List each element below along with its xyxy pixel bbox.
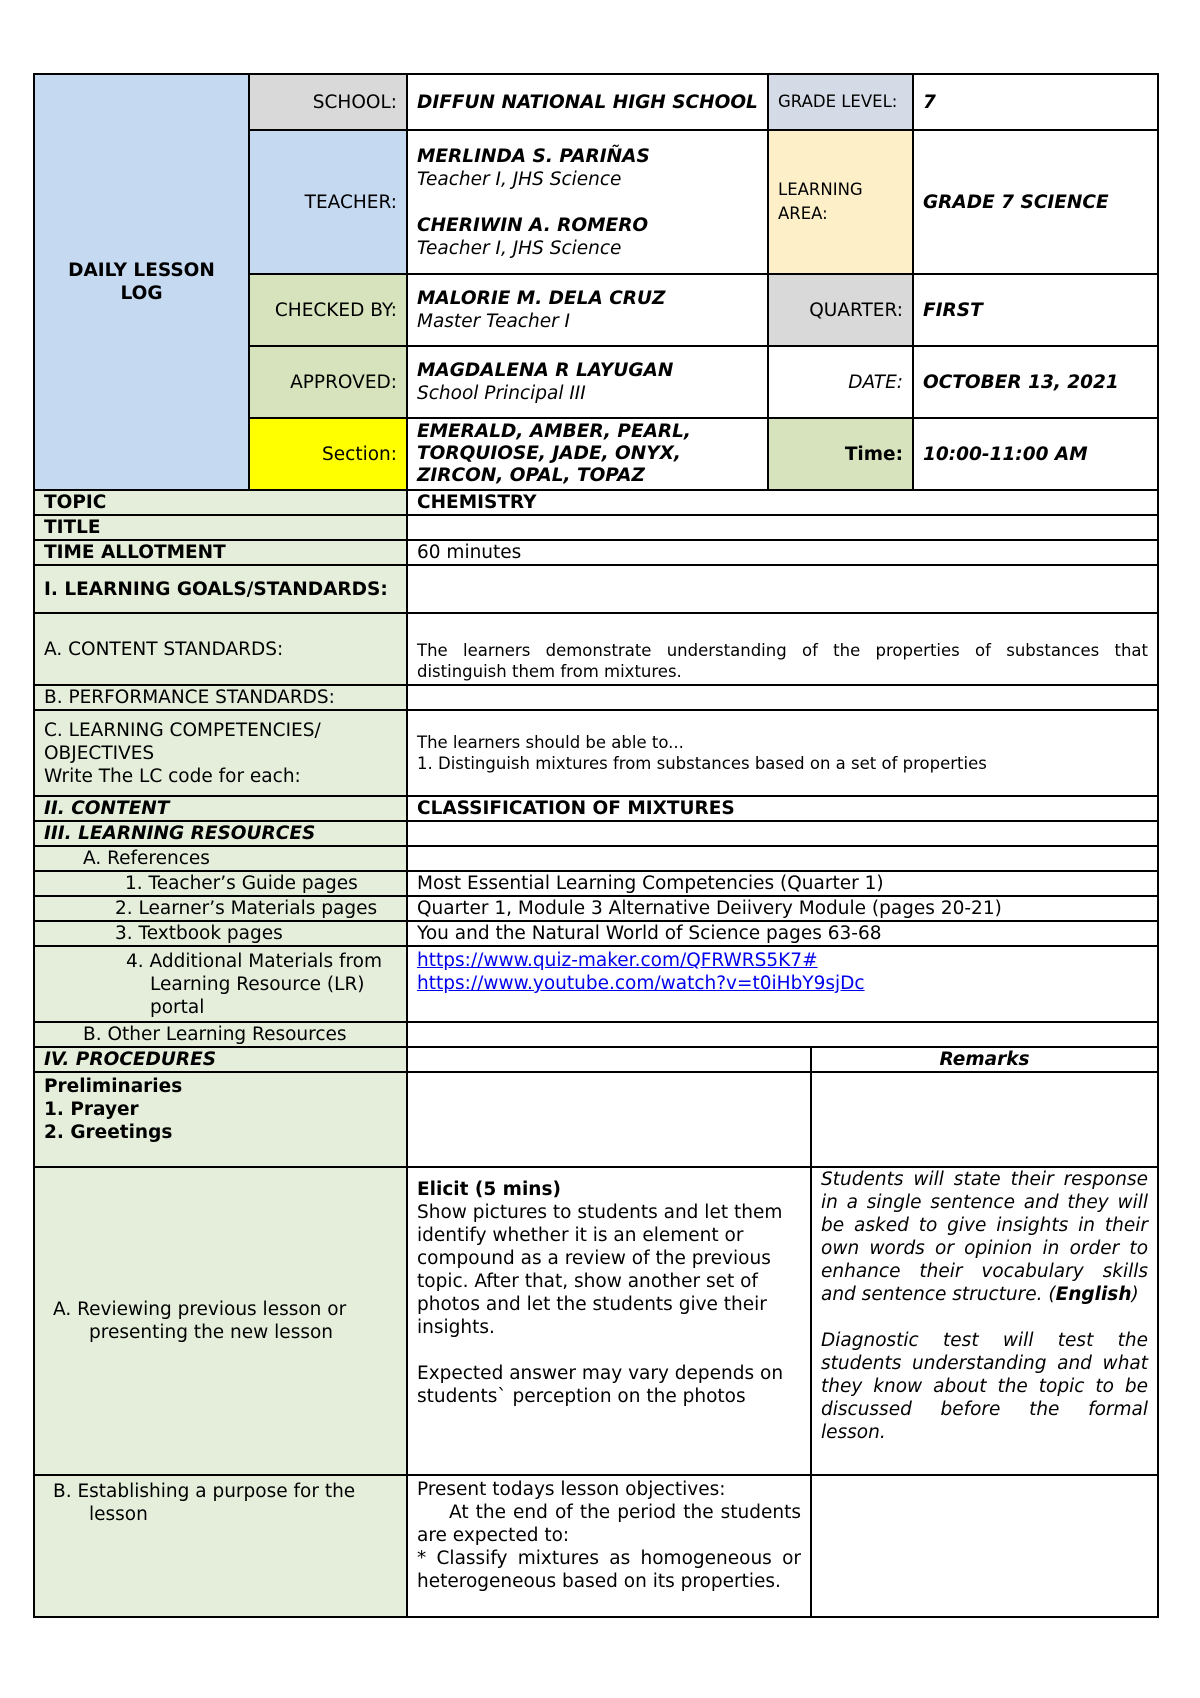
spacer	[417, 191, 758, 214]
teacher2-role: Teacher I, JHS Science	[417, 237, 622, 259]
approved-label: APPROVED:	[249, 346, 407, 418]
learning-goals-label: I. LEARNING GOALS/STANDARDS:	[34, 565, 407, 613]
learning-resources-label: III. LEARNING RESOURCES	[34, 821, 407, 846]
objectives-intro: Present todays lesson objectives:	[417, 1479, 726, 1500]
competencies-label-cell	[34, 710, 407, 796]
remark-english-close: )	[1131, 1284, 1139, 1305]
competencies-intro: The learners should be able to...	[417, 733, 684, 752]
step-a-label: A. Reviewing previous lesson or presenting the new lesson	[53, 1299, 347, 1343]
topic-value: CHEMISTRY	[407, 490, 1158, 515]
lesson-table	[33, 489, 1159, 1618]
teacher-cell	[407, 130, 768, 274]
lc-code-label: Write The LC code for each:	[44, 765, 301, 787]
youtube-link[interactable]: https://www.youtube.com/watch?v=t0iHbY9sjDc	[417, 973, 865, 994]
elicit-heading: Elicit (5 mins)	[417, 1179, 561, 1200]
checked-by-role: Master Teacher I	[417, 311, 571, 332]
approved-name: MAGDALENA R LAYUGAN	[417, 360, 674, 381]
preliminaries-title: Preliminaries	[44, 1076, 183, 1097]
school-value: DIFFUN NATIONAL HIGH SCHOOL	[407, 74, 768, 130]
quarter-label: QUARTER:	[768, 274, 913, 346]
step-b-remarks	[811, 1475, 1158, 1617]
step-a-remarks	[811, 1167, 1158, 1475]
objectives-expectation: At the end of the period the students are expected to:	[417, 1502, 801, 1546]
school-label: SCHOOL:	[249, 74, 407, 130]
competencies-value-cell	[407, 710, 1158, 796]
grade-level-label: GRADE LEVEL:	[768, 74, 913, 130]
competency-1: 1. Distinguish mixtures from substances based on a set of properties	[417, 754, 987, 773]
step-b-activity	[407, 1475, 811, 1617]
title-value	[407, 515, 1158, 540]
title-label: TITLE	[34, 515, 407, 540]
other-resources-value	[407, 1022, 1158, 1047]
time-label: Time:	[768, 418, 913, 490]
performance-standards-label: B. PERFORMANCE STANDARDS:	[34, 685, 407, 710]
date-value: OCTOBER 13, 2021	[913, 346, 1158, 418]
performance-standards-value	[407, 685, 1158, 710]
remarks-label: Remarks	[811, 1047, 1158, 1072]
time-allotment-value: 60 minutes	[407, 540, 1158, 565]
section-label: Section:	[249, 418, 407, 490]
references-value	[407, 846, 1158, 871]
competencies-label: C. LEARNING COMPETENCIES/ OBJECTIVES	[44, 719, 321, 764]
learning-resources-value	[407, 821, 1158, 846]
learning-goals-value	[407, 565, 1158, 613]
objective-1: * Classify mixtures as homogeneous or heterogeneous based on its properties.	[417, 1548, 801, 1592]
preliminaries-greetings: 2. Greetings	[44, 1122, 173, 1143]
remark-english-subject: English	[1055, 1284, 1132, 1305]
checked-by-name: MALORIE M. DELA CRUZ	[417, 288, 666, 309]
section-value: EMERALD, AMBER, PEARL, TORQUIOSE, JADE, ONYX, ZIRCON, OPAL, TOPAZ	[407, 418, 768, 490]
teacher1-name: MERLINDA S. PARIÑAS	[417, 145, 650, 167]
step-b-label-cell	[34, 1475, 407, 1617]
elicit-body: Show pictures to students and let them identify whether it is an element or compound as a review of the previous topic. After that, show another set of photos and let the students give their insights.	[417, 1202, 783, 1338]
checked-by-label: CHECKED BY:	[249, 274, 407, 346]
additional-materials-label: 4. Additional Materials from Learning Resource (LR) portal	[126, 950, 383, 1018]
preliminaries-remarks	[811, 1072, 1158, 1167]
procedures-label: IV. PROCEDURES	[34, 1047, 407, 1072]
quiz-maker-link[interactable]: https://www.quiz-maker.com/QFRWRS5K7#	[417, 950, 818, 971]
learning-area-value: GRADE 7 SCIENCE	[913, 130, 1158, 274]
spacer	[821, 1306, 1148, 1329]
learners-materials-value: Quarter 1, Module 3 Alternative Deiivery Module (pages 20-21)	[407, 896, 1158, 921]
preliminaries-cell	[34, 1072, 407, 1167]
date-label: DATE:	[768, 346, 913, 418]
teacher1-role: Teacher I, JHS Science	[417, 168, 622, 190]
grade-level-value: 7	[913, 74, 1158, 130]
remark-english-text: Students will state their response in a single sentence and they will be asked to give insights in their own words or opinion in order to enhance their vocabulary skills and sentence structure. (	[821, 1169, 1149, 1305]
teachers-guide-label: 1. Teacher’s Guide pages	[34, 871, 407, 896]
topic-label: TOPIC	[34, 490, 407, 515]
additional-materials-label-cell	[34, 946, 407, 1022]
teacher2-name: CHERIWIN A. ROMERO	[417, 214, 649, 236]
preliminaries-activity	[407, 1072, 811, 1167]
teachers-guide-value: Most Essential Learning Competencies (Quarter 1)	[407, 871, 1158, 896]
step-b-label: B. Establishing a purpose for the lesson	[53, 1481, 356, 1525]
learning-area-label: LEARNING AREA:	[768, 130, 913, 274]
textbook-value: You and the Natural World of Science pages 63-68	[407, 921, 1158, 946]
elicit-expected: Expected answer may vary depends on students` perception on the photos	[417, 1363, 784, 1407]
dll-title: DAILY LESSON LOG	[34, 74, 249, 490]
time-allotment-label: TIME ALLOTMENT	[34, 540, 407, 565]
textbook-label: 3. Textbook pages	[34, 921, 407, 946]
remark-english	[821, 1168, 1148, 1306]
teacher-label: TEACHER:	[249, 130, 407, 274]
approved-cell	[407, 346, 768, 418]
content-standards-label: A. CONTENT STANDARDS:	[34, 613, 407, 685]
procedures-spacer	[407, 1047, 811, 1072]
header-table	[33, 73, 1159, 491]
learners-materials-label: 2. Learner’s Materials pages	[34, 896, 407, 921]
remark-diagnostic: Diagnostic test will test the students understanding and what they know about the topic to be discussed before the formal lesson.	[821, 1330, 1149, 1443]
approved-role: School Principal III	[417, 383, 586, 404]
quarter-value: FIRST	[913, 274, 1158, 346]
content-label: II. CONTENT	[34, 796, 407, 821]
other-resources-label: B. Other Learning Resources	[34, 1022, 407, 1047]
preliminaries-prayer: 1. Prayer	[44, 1099, 139, 1120]
daily-lesson-log-sheet	[33, 73, 1157, 1618]
time-value: 10:00-11:00 AM	[913, 418, 1158, 490]
additional-materials-cell	[407, 946, 1158, 1022]
content-standards-value: The learners demonstrate understanding of the properties of substances that distinguish them from mixtures.	[407, 613, 1158, 685]
content-value: CLASSIFICATION OF MIXTURES	[407, 796, 1158, 821]
step-a-label-cell	[34, 1167, 407, 1475]
step-a-activity	[407, 1167, 811, 1475]
checked-by-cell	[407, 274, 768, 346]
spacer	[417, 1339, 801, 1362]
references-label: A. References	[34, 846, 407, 871]
